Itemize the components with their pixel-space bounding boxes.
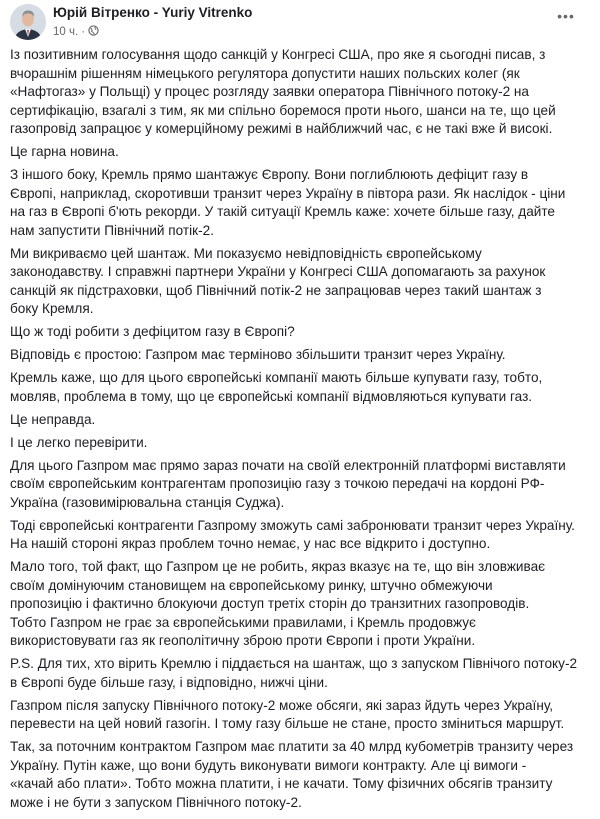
paragraph-line: Так, за поточним контрактом Газпром має платити за 40 млрд кубометрів транзиту через [10, 739, 574, 754]
paragraph-line: санкцій як підстраховки, щоб Північний потік-2 не запрацював через такий шантаж з [10, 282, 542, 298]
paragraph-line: Кремль каже, що для цього європейські компанії мають більше купувати газу, тобто, [10, 370, 543, 385]
post-meta [53, 25, 99, 39]
post-header [0, 0, 600, 46]
author-avatar[interactable] [10, 4, 46, 40]
post-paragraph [10, 558, 595, 651]
paragraph-line: Тобто Газпром не грає за європейськими правилами, і Кремль продовжує [10, 614, 476, 630]
paragraph-line: в Європі буде більше газу, і відповідно, нижчі ціни. [10, 674, 328, 690]
paragraph-line: законодавству. І справжні партнери України у Конгресі США допомагають за рахунок [10, 264, 546, 279]
paragraph-line: пропозицію і фактично блокуючи доступ третіх сторін до транзитних газопроводів. [10, 596, 530, 611]
post-paragraph [10, 369, 595, 406]
paragraph-line: може і не бути з запуском Північного потоку-2. [10, 794, 302, 810]
post-paragraph [10, 697, 595, 734]
paragraph-line: своїм домінуючим становищем на європейському ринку, штучно обмежуючи [10, 577, 493, 593]
post-paragraph [10, 46, 595, 139]
paragraph-line: перевести на цей новий газогін. І тому газу більше не стане, просто зміниться маршрут. [10, 716, 565, 731]
post-paragraph [10, 166, 595, 240]
post-paragraph [10, 457, 595, 513]
paragraph-line: «качай або плати». Тобто можна платити, і не качати. Тому фізичних обсягів транзиту [10, 776, 553, 791]
post-paragraph [10, 738, 595, 812]
paragraph-line: боку Кремля. [10, 301, 94, 316]
post-paragraph [10, 346, 595, 365]
paragraph-line: На нашій стороні якраз проблем точно немає, у нас все відкрито і доступно. [10, 536, 491, 551]
post-time[interactable]: 10 ч. [53, 26, 79, 38]
paragraph-line: Мало того, той факт, що Газпром це не робить, якраз вказує на те, що він зловживає [10, 559, 546, 574]
post-paragraph [10, 143, 595, 162]
author-name[interactable]: Юрій Вітренко - Yuriy Vitrenko [53, 5, 253, 20]
paragraph-line: Це гарна новина. [10, 144, 119, 159]
paragraph-line: своїм європейським контрагентам пропозицію газу з точкою передачі на кордоні РФ- [10, 476, 545, 491]
more-options-button[interactable]: ••• [557, 8, 575, 24]
post-paragraph [10, 434, 595, 453]
paragraph-line: Ми викриваємо цей шантаж. Ми показуємо невідповідність європейському [10, 245, 482, 261]
paragraph-line: на газ в Європі б'ють рекорди. У такій ситуації Кремль каже: хочете більше газу, дайте [10, 204, 555, 219]
paragraph-line: Із позитивним голосування щодо санкцій у Конгресі США, про яке я сьогодні писав, з [10, 47, 546, 62]
paragraph-line: нам запустити Північний потік-2. [10, 222, 214, 238]
paragraph-line: Для цього Газпром має прямо зараз почати на своїй електронній платформі виставляти [10, 457, 566, 473]
paragraph-line: Тоді європейські контрагенти Газпрому зможуть самі забронювати транзит через Україну. [10, 517, 575, 533]
paragraph-line: P.S. Для тих, хто вірить Кремлю і піддається на шантаж, що з запуском Північого потоку-2 [10, 656, 578, 671]
paragraph-line: Відповідь є простою: Газпром має терміново збільшити транзит через Україну. [10, 347, 506, 362]
paragraph-line: газопровід запрацює у комерційному режимі в найближчий час, є не такі вже й високі. [10, 121, 553, 136]
post-paragraph [10, 323, 595, 342]
paragraph-line: мовляв, проблема в тому, що це європейські компанії відмовляються купувати газ. [10, 388, 533, 404]
paragraph-line: І це легко перевірити. [10, 434, 148, 450]
paragraph-line: Що ж тоді робити з дефіцитом газу в Європі? [10, 324, 295, 339]
paragraph-line: сертифікацію, взагалі з тим, як ми спільно боремося проти нього, шанси на те, що цей [10, 102, 556, 118]
paragraph-line: Україну. Путін каже, що вони будуть виконувати вимоги контракту. Але ці вимоги - [10, 757, 527, 773]
post-body [10, 46, 595, 817]
paragraph-line: Європі, наприклад, скоротивши транзит через Україну в півтора рази. Як наслідок - ціни [10, 185, 566, 201]
paragraph-line: З іншого боку, Кремль прямо шантажує Європу. Вони поглиблюють дефіцит газу в [10, 167, 529, 182]
meta-separator: · [81, 26, 86, 38]
post-paragraph [10, 411, 595, 430]
paragraph-line: Газпром після запуску Північного потоку-2 може обсяги, які зараз йдуть через Україну, [10, 697, 554, 713]
post-paragraph [10, 655, 595, 692]
post-paragraph [10, 245, 595, 319]
paragraph-line: вчорашнім рішенням німецького регулятора допустити наших польских колег (як [10, 65, 520, 81]
post-paragraph [10, 517, 595, 554]
paragraph-line: Це неправда. [10, 411, 96, 427]
globe-icon [88, 25, 99, 39]
paragraph-line: Україна (газовимірювальна станція Суджа). [10, 494, 285, 510]
paragraph-line: «Нафтогаз» у Польщі) у процес розгляду заявки оператора Північного потоку-2 на [10, 84, 529, 99]
paragraph-line: використовувати газ як геополітичну зброю проти Європи і проти України. [10, 633, 476, 648]
